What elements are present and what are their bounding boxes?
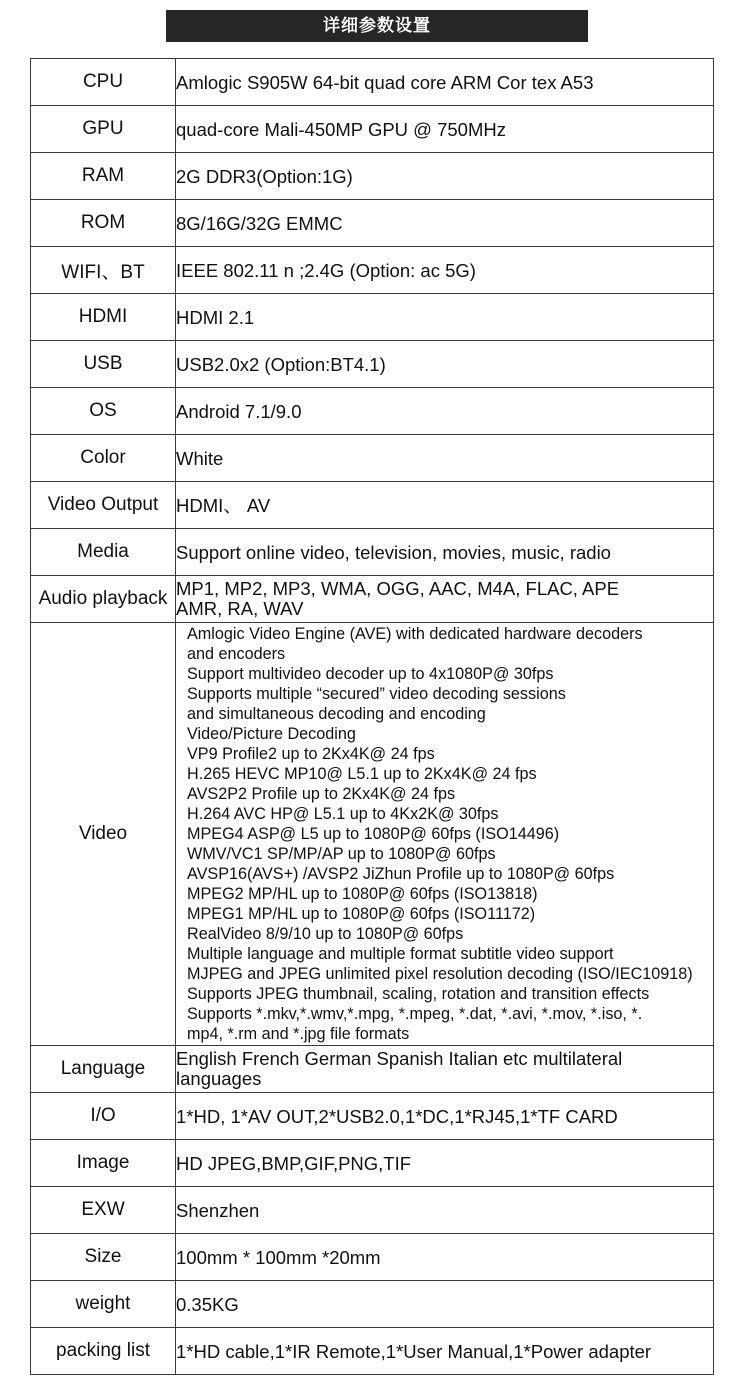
- spec-row-language: [31, 1046, 714, 1093]
- spec-row-audio-playback: [31, 576, 714, 623]
- spec-value: Shenzhen: [176, 1187, 714, 1234]
- spec-value-line: H.264 AVC HP@ L5.1 up to 4Kx2K@ 30fps: [187, 805, 499, 823]
- spec-row-size: [31, 1234, 714, 1281]
- spec-label: Video Output: [31, 482, 176, 529]
- spec-value-line: Supports *.mkv,*.wmv,*.mpg, *.mpeg, *.dat, *.avi, *.mov, *.iso, *.: [187, 1005, 643, 1023]
- spec-row-packing-list: [31, 1328, 714, 1375]
- spec-value-line: and simultaneous decoding and encoding: [187, 705, 486, 723]
- spec-value-line: Support multivideo decoder up to 4x1080P@ 30fps: [187, 665, 554, 683]
- spec-row-gpu: [31, 106, 714, 153]
- spec-value-line: H.265 HEVC MP10@ L5.1 up to 2Kx4K@ 24 fps: [187, 765, 537, 783]
- spec-row-media: [31, 529, 714, 576]
- spec-value-line: Amlogic Video Engine (AVE) with dedicated hardware decoders: [187, 625, 643, 643]
- spec-label: I/O: [31, 1093, 176, 1140]
- spec-value-line: AVS2P2 Profile up to 2Kx4K@ 24 fps: [187, 785, 456, 803]
- spec-label: GPU: [31, 106, 176, 153]
- spec-value: HDMI、 AV: [176, 482, 714, 529]
- spec-row-wifi-bt: [31, 247, 714, 294]
- spec-value: [176, 576, 714, 623]
- spec-row-weight: [31, 1281, 714, 1328]
- spec-label: EXW: [31, 1187, 176, 1234]
- spec-label: weight: [31, 1281, 176, 1328]
- spec-value: HD JPEG,BMP,GIF,PNG,TIF: [176, 1140, 714, 1187]
- spec-value-line: MPEG1 MP/HL up to 1080P@ 60fps (ISO11172): [187, 905, 536, 923]
- spec-value-line: Supports multiple “secured” video decoding sessions: [187, 685, 566, 703]
- spec-value-line: WMV/VC1 SP/MP/AP up to 1080P@ 60fps: [187, 845, 496, 863]
- spec-value-line: MP1, MP2, MP3, WMA, OGG, AAC, M4A, FLAC, APE: [176, 578, 620, 599]
- spec-row-usb: [31, 341, 714, 388]
- spec-value: [176, 1046, 714, 1093]
- spec-value-line: languages: [176, 1068, 262, 1089]
- spec-value: [176, 623, 714, 1046]
- spec-value: 2G DDR3(Option:1G): [176, 153, 714, 200]
- spec-row-exw: [31, 1187, 714, 1234]
- spec-label: Language: [31, 1046, 176, 1093]
- spec-label: CPU: [31, 59, 176, 106]
- spec-row-cpu: [31, 59, 714, 106]
- spec-value-line: AMR, RA, WAV: [176, 598, 304, 619]
- spec-value-line: MPEG2 MP/HL up to 1080P@ 60fps (ISO13818): [187, 885, 538, 903]
- spec-value-line: mp4, *.rm and *.jpg file formats: [187, 1025, 410, 1043]
- spec-value: 0.35KG: [176, 1281, 714, 1328]
- page-title: 详细参数设置: [166, 10, 588, 42]
- spec-value-line: Supports JPEG thumbnail, scaling, rotation and transition effects: [187, 985, 650, 1003]
- spec-row-video: [31, 623, 714, 1046]
- spec-value: Amlogic S905W 64-bit quad core ARM Cor tex A53: [176, 59, 714, 106]
- spec-table: [30, 58, 714, 1375]
- spec-label: Audio playback: [31, 576, 176, 623]
- spec-value-line: AVSP16(AVS+) /AVSP2 JiZhun Profile up to 1080P@ 60fps: [187, 865, 615, 883]
- spec-value: 100mm * 100mm *20mm: [176, 1234, 714, 1281]
- spec-label: HDMI: [31, 294, 176, 341]
- spec-label: USB: [31, 341, 176, 388]
- spec-value-line: MPEG4 ASP@ L5 up to 1080P@ 60fps (ISO14496): [187, 825, 560, 843]
- spec-label: RAM: [31, 153, 176, 200]
- spec-label: WIFI、BT: [31, 247, 176, 294]
- spec-label: Size: [31, 1234, 176, 1281]
- spec-row-image: [31, 1140, 714, 1187]
- spec-value-line: MJPEG and JPEG unlimited pixel resolution decoding (ISO/IEC10918): [187, 965, 693, 983]
- spec-row-color: [31, 435, 714, 482]
- spec-value-line: Multiple language and multiple format subtitle video support: [187, 945, 614, 963]
- spec-label: Image: [31, 1140, 176, 1187]
- spec-value: 1*HD, 1*AV OUT,2*USB2.0,1*DC,1*RJ45,1*TF CARD: [176, 1093, 714, 1140]
- spec-value: HDMI 2.1: [176, 294, 714, 341]
- spec-value: 8G/16G/32G EMMC: [176, 200, 714, 247]
- spec-row-hdmi: [31, 294, 714, 341]
- spec-value: quad-core Mali-450MP GPU @ 750MHz: [176, 106, 714, 153]
- spec-value: USB2.0x2 (Option:BT4.1): [176, 341, 714, 388]
- spec-value: Support online video, television, movies, music, radio: [176, 529, 714, 576]
- spec-value: IEEE 802.11 n ;2.4G (Option: ac 5G): [176, 247, 714, 294]
- spec-value-line: RealVideo 8/9/10 up to 1080P@ 60fps: [187, 925, 464, 943]
- spec-value-line: and encoders: [187, 645, 286, 663]
- spec-value: White: [176, 435, 714, 482]
- spec-label: Color: [31, 435, 176, 482]
- spec-value-line: English French German Spanish Italian etc multilateral: [176, 1048, 623, 1069]
- spec-value-line: VP9 Profile2 up to 2Kx4K@ 24 fps: [187, 745, 435, 763]
- spec-row-io: [31, 1093, 714, 1140]
- spec-label: Video: [31, 623, 176, 1046]
- spec-value: 1*HD cable,1*IR Remote,1*User Manual,1*Power adapter: [176, 1328, 714, 1375]
- spec-value: Android 7.1/9.0: [176, 388, 714, 435]
- spec-label: packing list: [31, 1328, 176, 1375]
- spec-label: Media: [31, 529, 176, 576]
- spec-row-ram: [31, 153, 714, 200]
- spec-row-video-output: [31, 482, 714, 529]
- spec-row-os: [31, 388, 714, 435]
- spec-value-line: Video/Picture Decoding: [187, 725, 356, 743]
- spec-label: OS: [31, 388, 176, 435]
- spec-row-rom: [31, 200, 714, 247]
- spec-label: ROM: [31, 200, 176, 247]
